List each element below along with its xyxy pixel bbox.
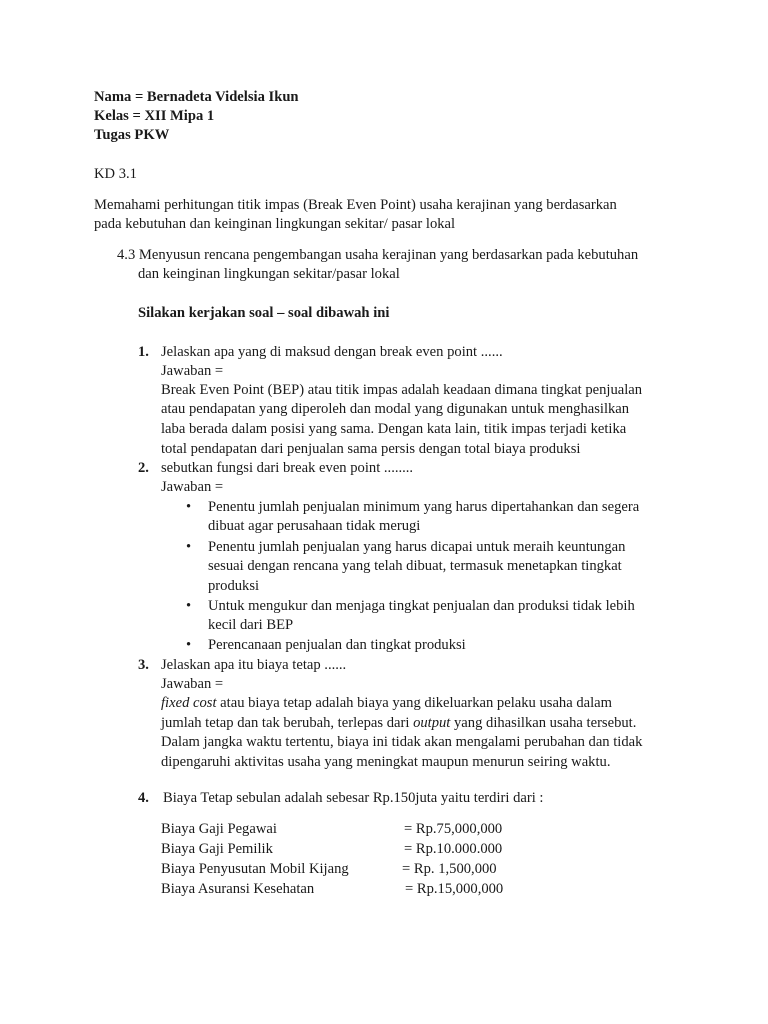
q3-question: Jelaskan apa itu biaya tetap ......	[161, 657, 347, 673]
student-class: Kelas = XII Mipa 1	[94, 108, 215, 124]
cost-label: Biaya Gaji Pegawai	[161, 821, 277, 837]
bullet-icon: •	[186, 598, 192, 614]
q3-number: 3.	[138, 657, 149, 673]
kd-desc-line1: Memahami perhitungan titik impas (Break Even Point) usaha kerajinan yang berdasarkan	[94, 197, 617, 213]
kd43-line1: 4.3 Menyusun rencana pengembangan usaha kerajinan yang berdasarkan pada kebutuhan	[117, 247, 639, 263]
q3-line1-rest: atau biaya tetap adalah biaya yang dikeluarkan pelaku usaha dalam	[216, 695, 613, 711]
q4-number: 4.	[138, 790, 149, 806]
bullet-icon: •	[186, 499, 192, 515]
q1-answer-line: atau pendapatan yang diperoleh dan modal yang digunakan untuk menghasilkan	[161, 401, 630, 417]
q3-answer-line3: Dalam jangka waktu tertentu, biaya ini tidak akan mengalami perubahan dan tidak	[161, 734, 643, 750]
q4-question: Biaya Tetap sebulan adalah sebesar Rp.150juta yaitu terdiri dari :	[163, 790, 544, 806]
q3-jawaban: Jawaban =	[161, 676, 224, 692]
assignment-title: Tugas PKW	[94, 127, 170, 143]
q1-answer-line: laba berada dalam posisi yang sama. Dengan kata lain, titik impas terjadi ketika	[161, 421, 627, 437]
bullet-icon: •	[186, 539, 192, 555]
cost-value: = Rp.10.000.000	[404, 841, 503, 857]
cost-label: Biaya Gaji Pemilik	[161, 841, 273, 857]
q3-output-term: output	[413, 715, 451, 731]
q2-bullet-2-line: Penentu jumlah penjualan yang harus dicapai untuk meraih keuntungan	[208, 539, 626, 555]
bullet-icon: •	[186, 637, 192, 653]
q3-answer-line1	[161, 694, 612, 714]
q1-answer-line: Break Even Point (BEP) atau titik impas adalah keadaan dimana tingkat penjualan	[161, 382, 643, 398]
instruction-heading: Silakan kerjakan soal – soal dibawah ini	[138, 305, 390, 321]
q2-bullet-2-line: sesuai dengan rencana yang telah dibuat, termasuk menetapkan tingkat	[208, 558, 622, 574]
q1-jawaban: Jawaban =	[161, 363, 224, 379]
q2-bullet-1-line: dibuat agar perusahaan tidak merugi	[208, 518, 421, 534]
cost-label: Biaya Penyusutan Mobil Kijang	[161, 861, 349, 877]
cost-label: Biaya Asuransi Kesehatan	[161, 881, 315, 897]
q3-line2-pre: jumlah tetap dan tak berubah, terlepas dari	[161, 715, 414, 731]
q2-jawaban: Jawaban =	[161, 479, 224, 495]
kd43-line2: dan keinginan lingkungan sekitar/pasar lokal	[138, 266, 400, 282]
q3-line2-post: yang dihasilkan usaha tersebut.	[450, 715, 637, 731]
cost-value: = Rp. 1,500,000	[402, 861, 497, 877]
q2-bullet-1-line: Penentu jumlah penjualan minimum yang harus dipertahankan dan segera	[208, 499, 640, 515]
q2-question: sebutkan fungsi dari break even point ........	[161, 460, 414, 476]
q1-answer-line: total pendapatan dari penjualan sama persis dengan total biaya produksi	[161, 441, 581, 457]
q2-bullet-2-line: produksi	[208, 578, 260, 594]
q1-number: 1.	[138, 344, 149, 360]
q2-number: 2.	[138, 460, 149, 476]
cost-value: = Rp.75,000,000	[404, 821, 503, 837]
q2-bullet-3-line: Untuk mengukur dan menjaga tingkat penjualan dan produksi tidak lebih	[208, 598, 635, 614]
kd-title: KD 3.1	[94, 166, 137, 182]
q3-answer-line2	[161, 714, 636, 734]
q1-question: Jelaskan apa yang di maksud dengan break even point ......	[161, 344, 503, 360]
q3-answer-line4: dipengaruhi aktivitas usaha yang meningkat maupun menurun seiring waktu.	[161, 754, 611, 770]
q3-fixed-cost-term: fixed cost	[161, 695, 217, 711]
student-name: Nama = Bernadeta Videlsia Ikun	[94, 89, 299, 105]
kd-desc-line2: pada kebutuhan dan keinginan lingkungan sekitar/ pasar lokal	[94, 216, 456, 232]
q2-bullet-3-line: kecil dari BEP	[208, 617, 294, 633]
cost-value: = Rp.15,000,000	[405, 881, 504, 897]
q2-bullet-4-line: Perencanaan penjualan dan tingkat produksi	[208, 637, 466, 653]
